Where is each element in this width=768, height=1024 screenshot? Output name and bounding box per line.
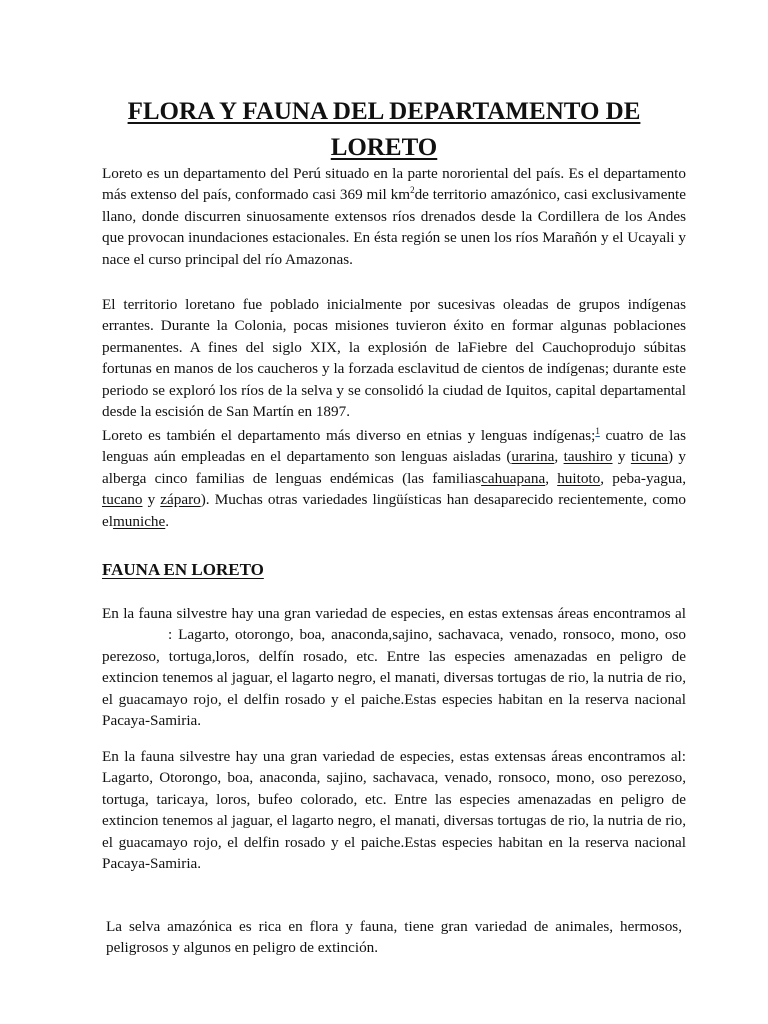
link-zaparo[interactable]: záparo bbox=[160, 491, 201, 509]
languages-text-5: ). Muchas otras variedades lingüísticas han desaparecido recientemente, como el bbox=[102, 491, 686, 530]
languages-text-6: . bbox=[165, 512, 170, 530]
document-title bbox=[80, 94, 688, 166]
sep-4: y bbox=[142, 491, 161, 509]
languages-text-3: ) y alberga cinco familias de lenguas endémicas (las familias bbox=[102, 448, 687, 487]
languages-text-2: cuatro de las lenguas aún empleadas en el departamento son lenguas aisladas ( bbox=[102, 427, 686, 466]
intro-text-2: de territorio amazónico, casi exclusivamente llano, donde discurren sinuosamente extensos ríos drenados desde la Cordillera de los Andes que provocan inundaciones estacionales. En ésta región se unen los ríos Marañón y el Ucayali y nace el curso principal del río Amazonas. bbox=[102, 186, 686, 268]
link-tucano[interactable]: tucano bbox=[102, 491, 143, 509]
sep-1: , bbox=[554, 448, 564, 466]
languages-text-1: Loreto es también el departamento más diverso en etnias y lenguas indígenas; bbox=[102, 427, 596, 444]
footnote-link-1[interactable]: 1 bbox=[595, 426, 600, 436]
title-line-2: LORETO bbox=[330, 134, 438, 161]
link-urarina[interactable]: urarina bbox=[511, 448, 555, 466]
paragraph-intro bbox=[102, 163, 686, 270]
intro-text-1: Loreto es un departamento del Perú situado en la parte nororiental del país. Es el departamento más extenso del país, conformado casi 369 mil km bbox=[102, 165, 686, 204]
sep-2: y bbox=[612, 448, 631, 466]
link-cahuapana[interactable]: cahuapana bbox=[481, 469, 546, 487]
fauna-1-text-1: En la fauna silvestre hay una gran variedad de especies, en estas extensas áreas encontramos al bbox=[102, 605, 686, 622]
sep-3: , bbox=[545, 469, 558, 487]
title-line-1: FLORA Y FAUNA DEL DEPARTAMENTO DE bbox=[127, 98, 641, 125]
languages-text-4: , peba-yagua, bbox=[600, 469, 687, 487]
section-heading-fauna: FAUNA EN LORETO bbox=[102, 560, 264, 579]
paragraph-languages bbox=[102, 425, 686, 532]
superscript-2: 2 bbox=[410, 185, 415, 196]
link-ticuna[interactable]: ticuna bbox=[630, 448, 668, 466]
paragraph-fauna-1 bbox=[102, 603, 686, 731]
fauna-1-text-2: : Lagarto, otorongo, boa, anaconda,sajino, sachavaca, venado, ronsoco, mono, oso perezoso, tortuga,loros, delfín rosado, etc. Entre las especies amenazadas en peligro de extincion tenemos al jaguar, el lagarto negro, el manati, diversas tortugas de rio, la nutria de rio, el guacamayo rojo, el delfin rosado y el paiche.Estas especies habitan en la reserva nacional Pacaya-Samiria. bbox=[102, 626, 686, 730]
paragraph-history: El territorio loretano fue poblado inicialmente por sucesivas oleadas de grupos indígenas errantes. Durante la Colonia, pocas misiones tuvieron éxito en formar algunas poblaciones permanentes. A fines del siglo XIX, la explosión de laFiebre del Cauchoprodujo súbitas fortunas en manos de los caucheros y la forzada esclavitud de cientos de indígenas; durante este periodo se exploró los ríos de la selva y se consolidó la ciudad de Iquitos, capital departamental desde la escisión de San Martín en 1897. bbox=[102, 296, 686, 421]
paragraph-fauna-2: En la fauna silvestre hay una gran variedad de especies, estas extensas áreas encontramos al: Lagarto, Otorongo, boa, anaconda, sajino, sachavaca, venado, ronsoco, mono, oso perezoso, tortuga, taricaya, loros, bufeo colorado, etc. Entre las especies amenazadas en peligro de extincion tenemos al jaguar, el lagarto negro, el manati, diversas tortugas de rio, la nutria de rio, el guacamayo rojo, el delfin rosado y el paiche.Estas especies habitan en la reserva nacional Pacaya-Samiria. bbox=[102, 748, 686, 873]
link-muniche[interactable]: muniche bbox=[112, 512, 166, 530]
link-taushiro[interactable]: taushiro bbox=[563, 448, 613, 466]
paragraph-summary: La selva amazónica es rica en flora y fauna, tiene gran variedad de animales, hermosos, peligrosos y algunos en peligro de extinción. bbox=[106, 918, 682, 957]
link-huitoto[interactable]: huitoto bbox=[557, 469, 601, 487]
